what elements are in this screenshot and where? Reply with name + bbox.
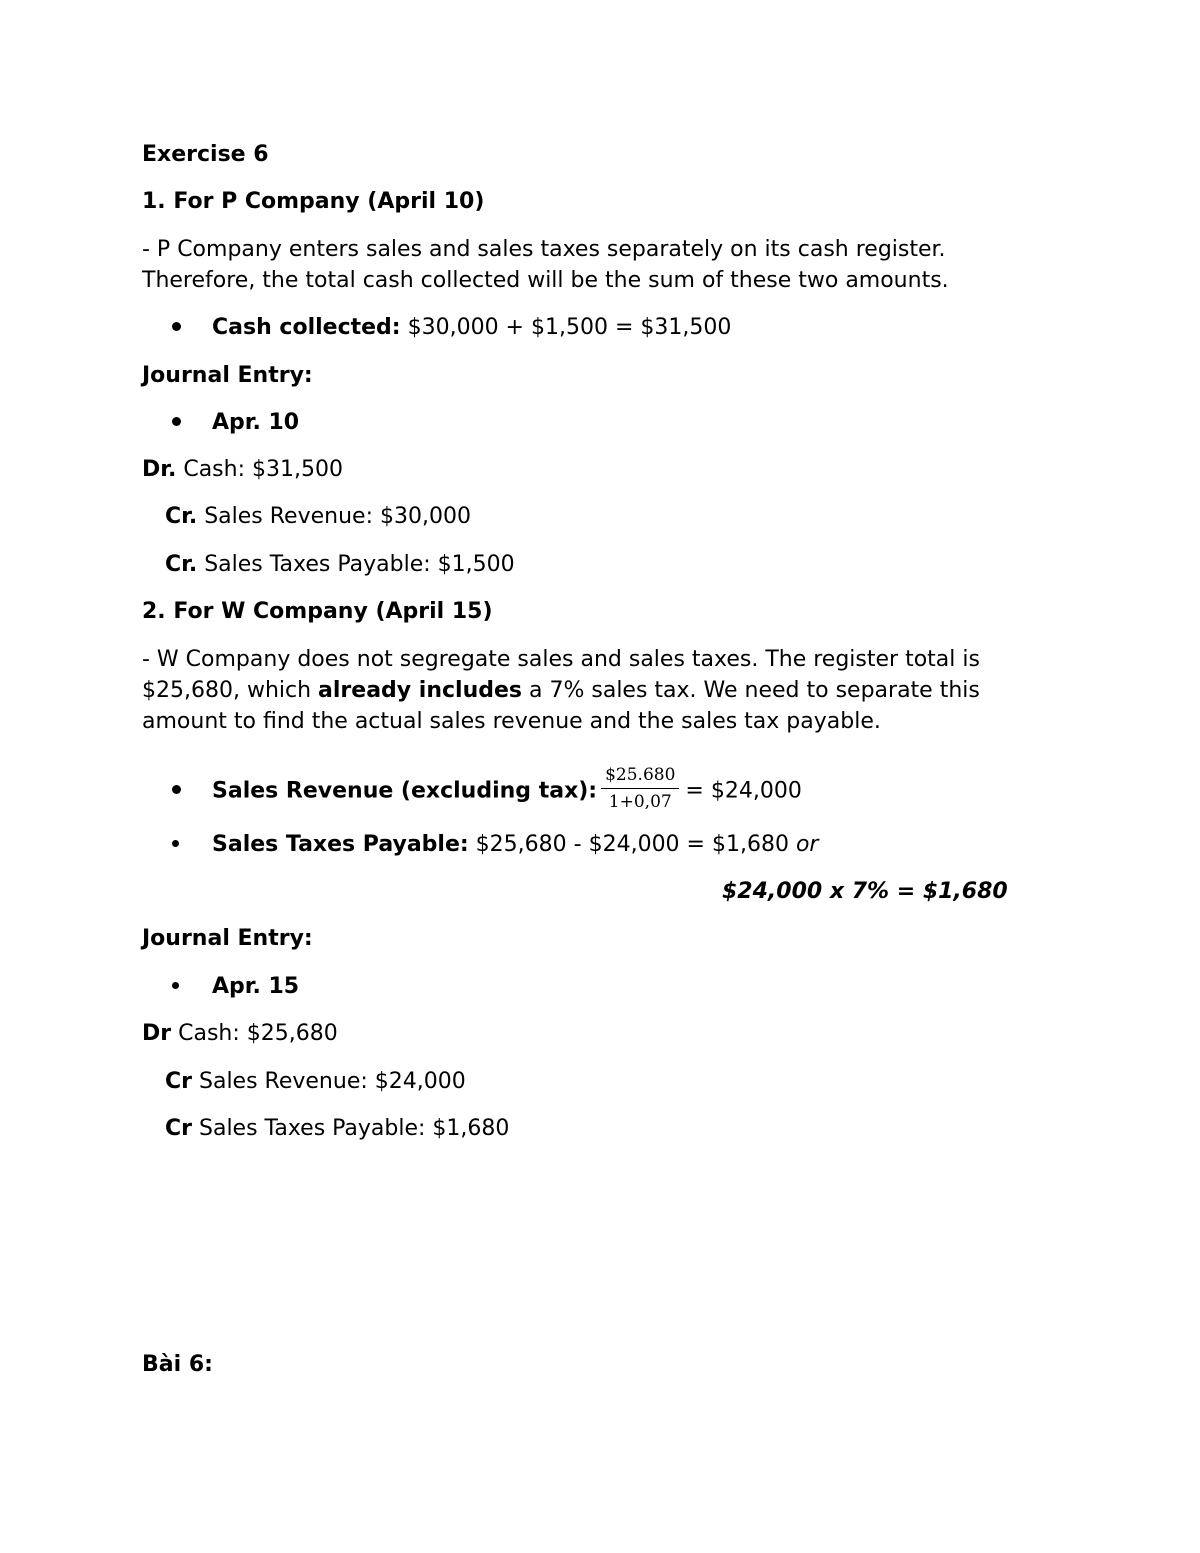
- entry-date: Apr. 10: [212, 410, 300, 435]
- journal-line: Cr. Sales Revenue: $30,000: [165, 504, 471, 529]
- part2-paragraph-line1: - W Company does not segregate sales and sales taxes. The register total is: [142, 647, 980, 672]
- journal-line: Dr. Cash: $31,500: [142, 457, 343, 482]
- cash-label: Cash collected:: [212, 315, 401, 340]
- footer-heading: Bài 6:: [142, 1352, 213, 1377]
- part2-paragraph-line2: $25,680, which already includes a 7% sales tax. We need to separate this: [142, 678, 980, 703]
- part1-heading: 1. For P Company (April 10): [142, 189, 485, 214]
- page-title: Exercise 6: [142, 142, 269, 167]
- list-item: [172, 829, 818, 860]
- bullet-icon: [172, 417, 181, 426]
- list-item: [172, 971, 299, 1002]
- part2-paragraph-line3: amount to find the actual sales revenue and the sales tax payable.: [142, 709, 881, 734]
- revenue-label: Sales Revenue (excluding tax):: [212, 778, 598, 804]
- entry-date: Apr. 15: [212, 974, 300, 999]
- revenue-result: = $24,000: [685, 778, 802, 804]
- cash-value: $30,000 + $1,500 = $31,500: [400, 315, 732, 340]
- bullet-icon: [172, 982, 179, 989]
- alt-calculation: $24,000 x 7% = $1,680: [722, 879, 1008, 904]
- part1-paragraph-line2: Therefore, the total cash collected will be the sum of these two amounts.: [142, 268, 949, 293]
- journal-line: Cr Sales Revenue: $24,000: [165, 1069, 466, 1094]
- journal-entry-label: Journal Entry:: [142, 363, 313, 388]
- revenue-fraction: $\frac{\$25.680}{1+0,07}$: [601, 765, 679, 812]
- part1-paragraph-line1: - P Company enters sales and sales taxes separately on its cash register.: [142, 237, 946, 262]
- taxes-label: Sales Taxes Payable:: [212, 832, 469, 857]
- journal-line: Dr Cash: $25,680: [142, 1021, 338, 1046]
- bullet-icon: [172, 785, 181, 794]
- list-item: [172, 407, 299, 438]
- journal-line: Cr. Sales Taxes Payable: $1,500: [165, 552, 515, 577]
- bullet-icon: [172, 840, 179, 847]
- journal-entry-label: Journal Entry:: [142, 926, 313, 951]
- taxes-value: $25,680 - $24,000 = $1,680: [468, 832, 796, 857]
- list-item: [172, 765, 802, 815]
- part2-heading: 2. For W Company (April 15): [142, 599, 493, 624]
- list-item: [172, 312, 731, 343]
- journal-line: Cr Sales Taxes Payable: $1,680: [165, 1116, 510, 1141]
- bullet-icon: [172, 322, 181, 331]
- taxes-or: or: [795, 832, 819, 857]
